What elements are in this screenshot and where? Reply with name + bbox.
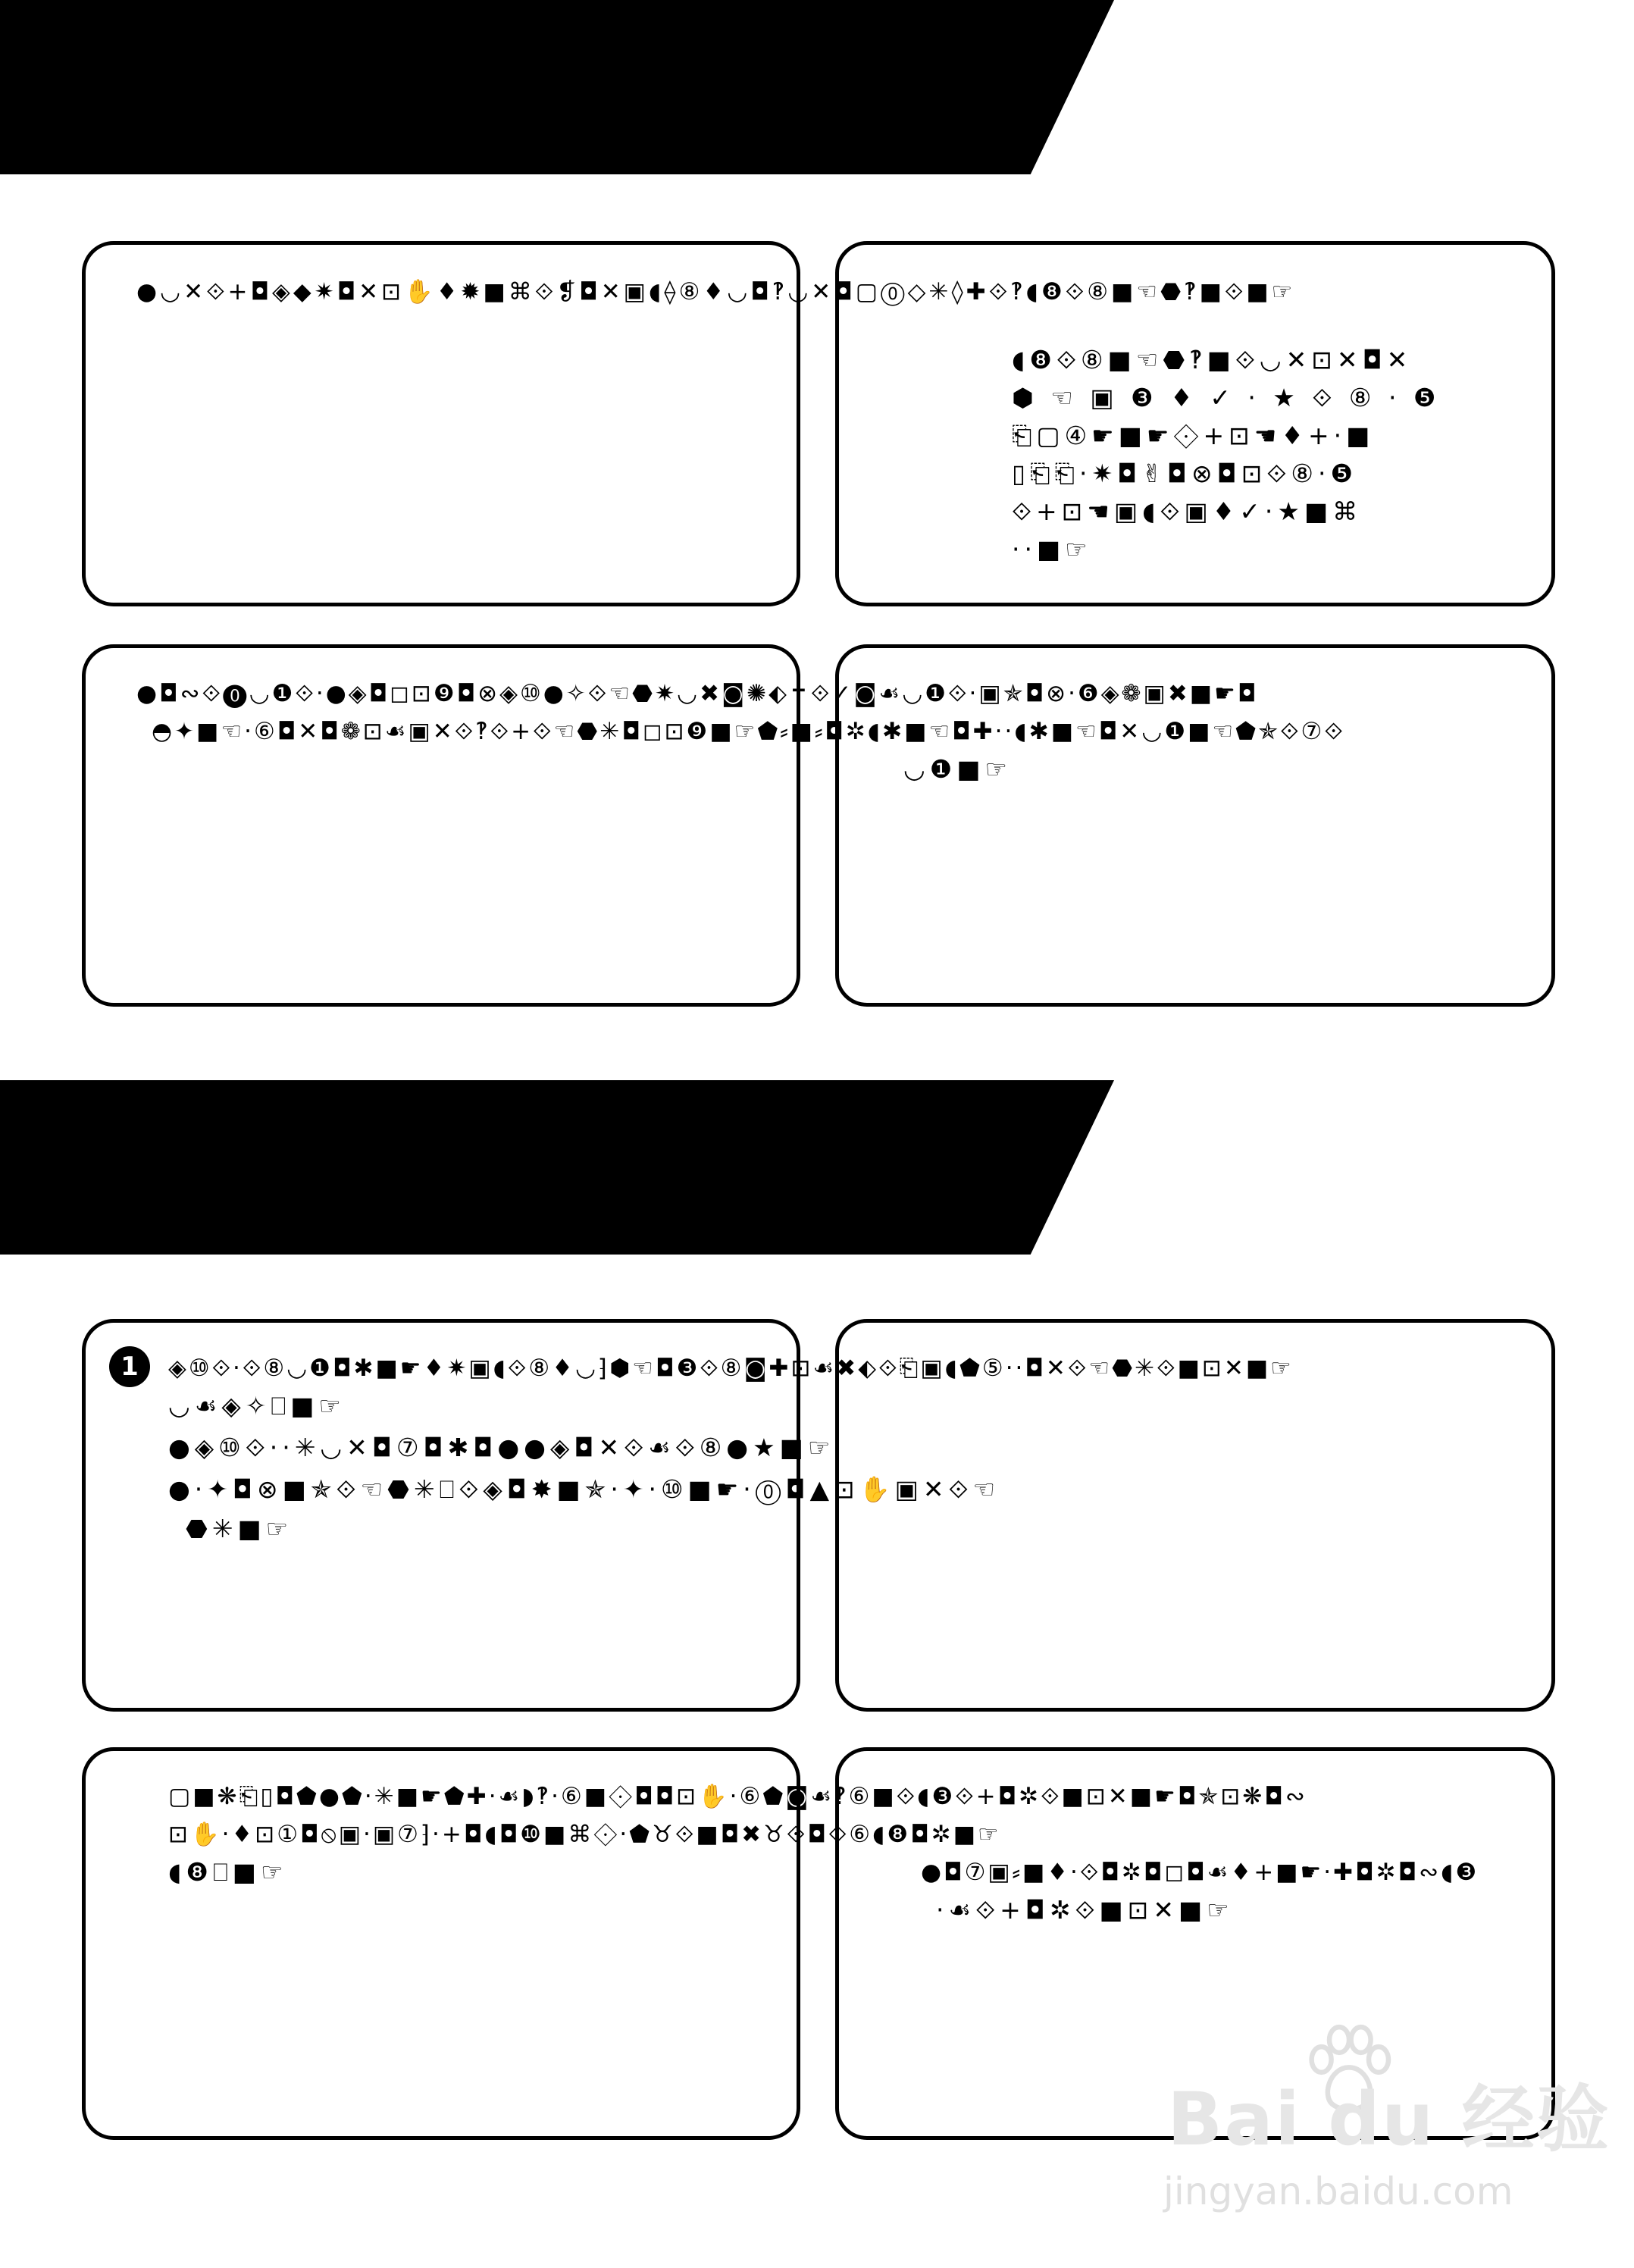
- s1p3-line-1: ●◘∾⟐⓿◡❶⟐·●◈◘◻⊡❾◘⊗◈⑩●✧⟐☜⬣✷◡✖◙✺⬖✝⟐✓◙☙◡❶⟐·▣✯◘⊗·❻◈❁▣✖■☛◘: [136, 680, 1259, 707]
- watermark-brand: Bai du 经验: [1167, 2077, 1611, 2162]
- s1p2-line-1: ◖❽⟐⑧■☜⬣‽■⟐◡✕⊡✕◘✕: [1012, 345, 1413, 374]
- s2p1-line-2: ◡☙◈✧⎕■☞: [168, 1391, 346, 1421]
- s2p1-line-3: ●◈⑩⟐··✳◡✕◘⑦◘✱◘●●◈◘✕⟐☙⟐⑧●★■☞: [168, 1433, 835, 1462]
- s1p2-line-6: ··■☞: [1012, 534, 1092, 564]
- s2p3-line-2: ⊡✋·♦⊡①◘⦸▣·▣⑦⁆·+◘◖◘❿■⌘⟐·⬟♉⟐■◘✖♉⟐◘⟐⑥◖❽◘✲■☞: [168, 1821, 1001, 1848]
- step-number-badge: 1: [109, 1346, 150, 1387]
- s2p4-line-2: ·☙⟐+◘✲⟐■⊡✕■☞: [936, 1895, 1234, 1925]
- s2p1-line-5: ⬣✳■☞: [186, 1514, 293, 1543]
- s2p1-line-1: ◈⑩⟐·⟐⑧◡❶◘✱■☛♦✷▣◖⟐⑧♦◡⁆⬢☜◘❸⟐⑧◙✚⊡☙✖⬖⟐⎗▣◖⬟⑤··◘✕⟐☜⬣✳⟐■⊡✕■☞: [168, 1355, 1294, 1382]
- s1p2-line-3: ⎗▢④☛■☛⟐+⊡☚♦+·■: [1012, 421, 1375, 450]
- s1p2-line-4: ▯⎗⎗·✷◘✌◘⊗◘⊡⟐⑧·❺: [1012, 459, 1358, 488]
- watermark-url: jingyan.baidu.com: [1163, 2169, 1513, 2213]
- section-banner-2: [0, 1080, 1114, 1255]
- s1p1-line-1: ●◡✕⟐+◘◈◆✷◘✕⊡✋♦✹■⌘⟐❡◘✕▣◖⟠⑧♦◡◘‽◡✕◘▢⓪◇✳◊✚⟐‽◖❽⟐⑧■☜⬣‽■⟐■☞: [136, 278, 1296, 305]
- s1p4-line-1: ◡❶■☞: [903, 754, 1013, 784]
- s2p3-line-3: ◖❽⎕■☞: [168, 1857, 288, 1887]
- s2p1-line-4: ●·✦◘⊗■✯⟐☜⬣✳⎕⟐◈◘✸■✯·✦·⑩■☛·⓪◘▲⊡✋▣✕⟐☜: [168, 1474, 1000, 1504]
- s2p3-line-1: ▢■❋⎗▯◘⬟●⬟·✳■☛⬟✚·☙◗‽·⑥■⟐◘◘⊡✋·⑥⬟◙☙‽⑥■⟐◖❸⟐+◘✲⟐■⊡✕■☛◘✯⊡❋◘∾: [168, 1783, 1307, 1810]
- s1p2-line-5: ⟐+⊡☚▣◖⟐▣♦✓·★■⌘: [1012, 497, 1363, 526]
- s1p3-line-2: ◓✦■☜·⑥◘✕◘❁⊡☙▣✕⟐‽⟐+⟐☜⬣✳◘◻⊡❾■☞⬟⸗■⸗◘✲◖✱■☜◘✚··◖✱■☜◘✕◡❶■☜⬟✯⟐⑦⟐: [152, 718, 1345, 745]
- section-banner-1: [0, 0, 1114, 174]
- s2p4-line-1: ●◘⑦▣⸗■♦·⟐◘✲◘◻◘☙♦+■☛·✚◘✲◘∾◖❸: [921, 1859, 1479, 1886]
- s1p2-line-2: ⬢ ☜ ▣ ❸ ♦ ✓ · ★ ⟐ ⑧ · ❺: [1012, 383, 1441, 412]
